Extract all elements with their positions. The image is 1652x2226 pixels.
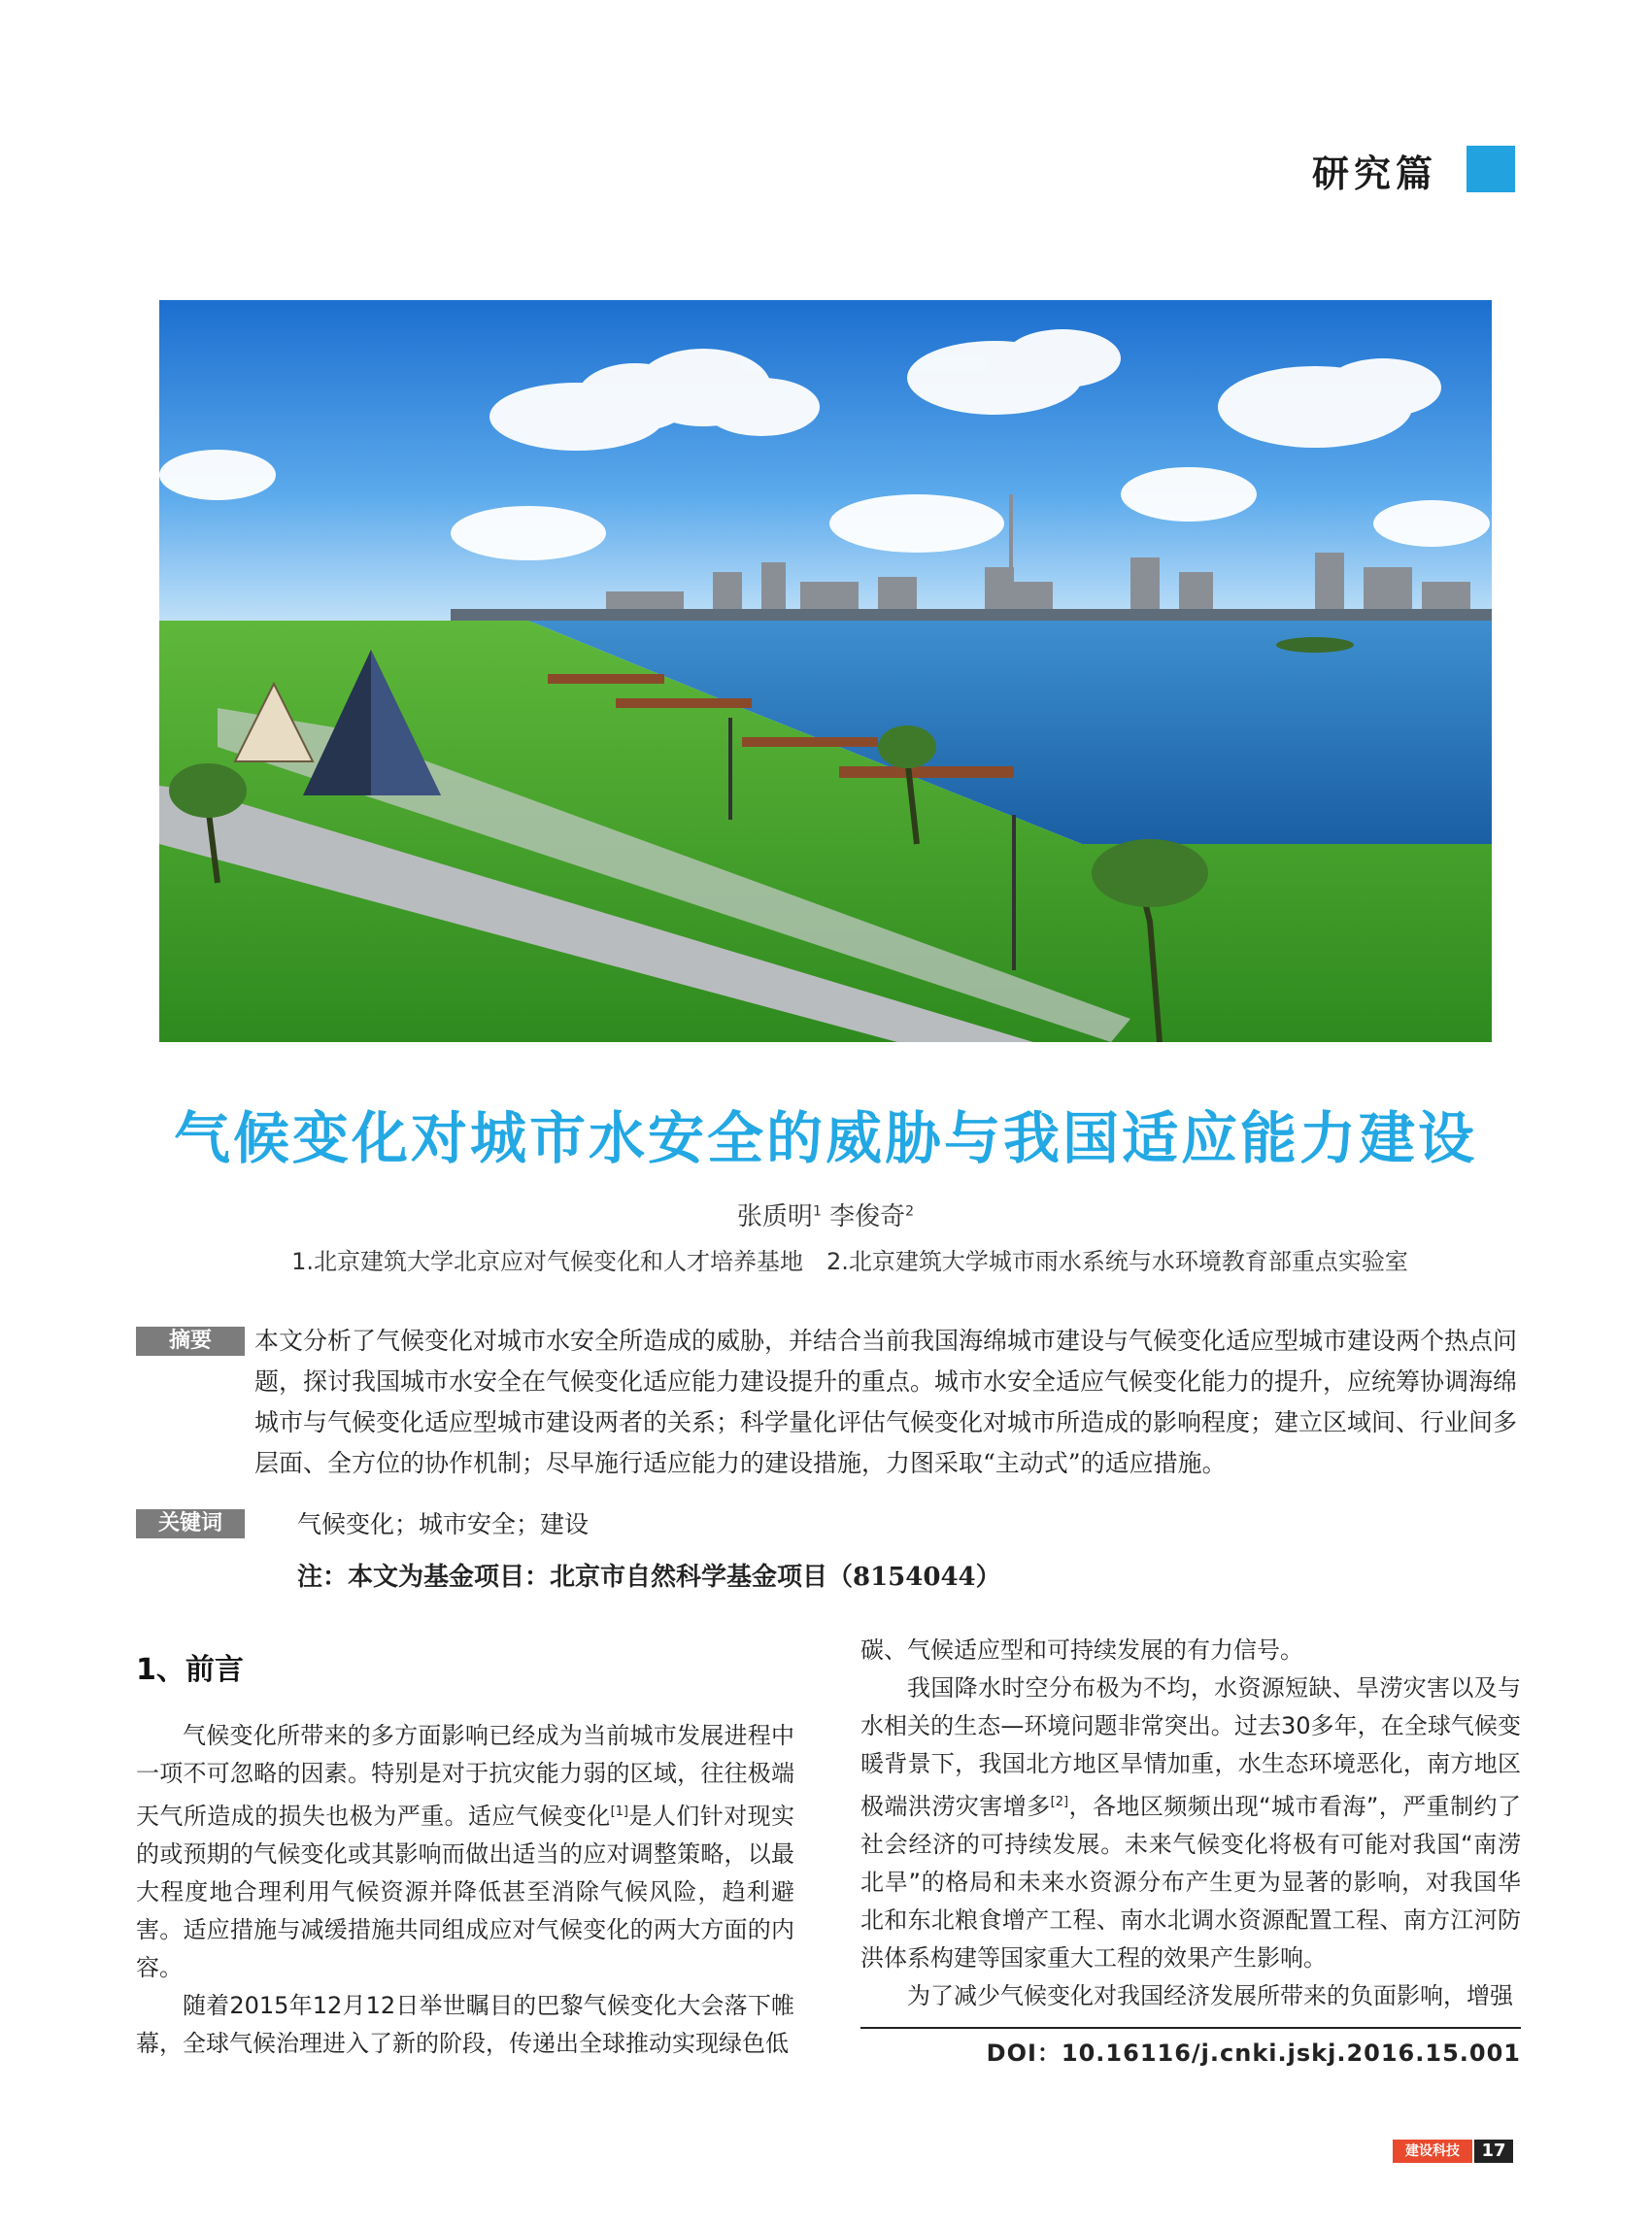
paragraph: 随着2015年12月12日举世瞩目的巴黎气候变化大会落下帷幕，全球气候治理进入了新的阶段，传递出全球推动实现绿色低 (136, 1992, 794, 2057)
paragraph-text: 气候变化所带来的多方面影响已经成为当前城市发展进程中一项不可忽略的因素。特别是对于抗灾能力弱的区域，往往极端天气所造成的损失也极为严重。适应气候变化 (136, 1722, 794, 1830)
citation-ref: [1] (610, 1804, 628, 1819)
author-line (583, 1197, 1068, 1232)
body-column-right (860, 1632, 1521, 2015)
paragraph-text: 我国降水时空分布极为不均，水资源短缺、旱涝灾害以及与水相关的生态—环境问题非常突出。过去30多年，在全球气候变暖背景下，我国北方地区旱情加重，水生态环境恶化，南方地区极端洪涝灾害增多 (860, 1674, 1521, 1820)
hero-photo (159, 300, 1492, 1042)
author-affiliation-mark: 1 (812, 1203, 822, 1220)
lakeside-park-illustration (159, 300, 1492, 1042)
keywords-label: 关键词 (136, 1509, 245, 1538)
paragraph: 为了减少气候变化对我国经济发展所带来的负面影响，增强 (907, 1982, 1513, 2009)
paragraph-text: 是人们针对现实的或预期的气候变化或其影响而做出适当的应对调整策略，以最大程度地合理利用气候资源并降低甚至消除气候风险，趋利避害。适应措施与减缓措施共同组成应对气候变化的两大方面的内容。 (136, 1803, 795, 1981)
affiliations: 1.北京建筑大学北京应对气候变化和人才培养基地 2.北京建筑大学城市雨水系统与水环境教育部重点实验室 (291, 1248, 1408, 1275)
paragraph-text: ，各地区频频出现“城市看海”，严重制约了社会经济的可持续发展。未来气候变化将极有可能对我国“南涝北旱”的格局和未来水资源分布产生更为显著的影响，对我国华北和东北粮食增产工程、南水北调水资源配置工程、南方江河防洪体系构建等国家重大工程的效果产生影响。 (860, 1793, 1522, 1972)
author-affiliation-mark: 2 (905, 1203, 915, 1220)
abstract-text: 本文分析了气候变化对城市水安全所造成的威胁，并结合当前我国海绵城市建设与气候变化适应型城市建设两个热点问题，探讨我国城市水安全在气候变化适应能力建设提升的重点。城市水安全适应气候变化能力的提升，应统筹协调海绵城市与气候变化适应型城市建设两者的关系；科学量化评估气候变化对城市所造成的影响程度；建立区域间、行业间多层面、全方位的协作机制；尽早施行适应能力的建设措施，力图采取“主动式”的适应措施。 (254, 1327, 1518, 1477)
author-name: 张质明 (736, 1202, 813, 1231)
section-label: 研究篇 (1311, 152, 1437, 195)
body-column-left (136, 1717, 794, 2063)
doi-divider (860, 2027, 1521, 2029)
section-marker-square (1467, 146, 1515, 192)
paragraph (136, 1717, 794, 1987)
journal-badge: 建设科技 (1393, 2140, 1472, 2163)
paragraph: 碳、气候适应型和可持续发展的有力信号。 (860, 1636, 1303, 1664)
section-heading: 1、前言 (136, 1653, 244, 1687)
article-title: 气候变化对城市水安全的威胁与我国适应能力建设 (173, 1105, 1477, 1171)
abstract-label: 摘要 (136, 1327, 245, 1356)
page-number: 17 (1474, 2140, 1513, 2163)
citation-ref: [2] (1050, 1795, 1069, 1809)
keywords-text: 气候变化；城市安全；建设 (297, 1510, 590, 1538)
doi: DOI：10.16116/j.cnki.jskj.2016.15.001 (986, 2040, 1521, 2067)
paragraph (860, 1670, 1521, 1977)
fund-note: 注：本文为基金项目：北京市自然科学基金项目（8154044） (297, 1563, 1001, 1592)
author-name: 李俊奇 (829, 1202, 906, 1231)
